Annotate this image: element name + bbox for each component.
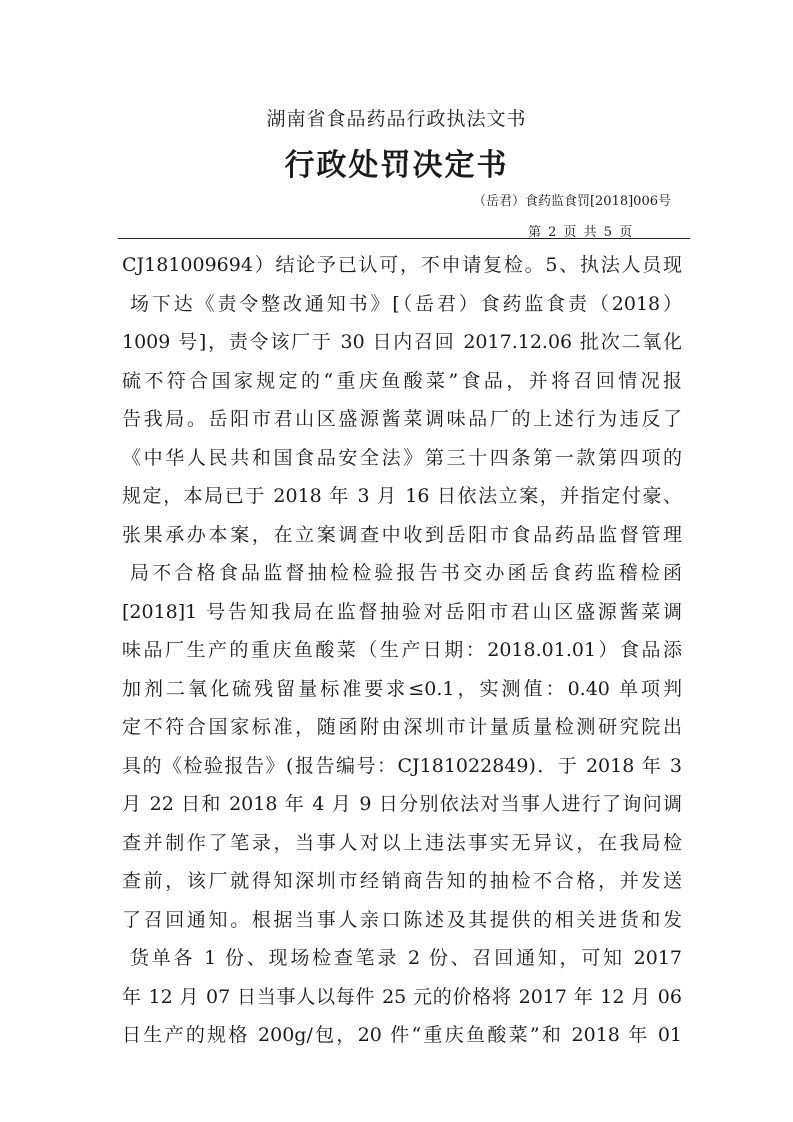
text-line: 了召回通知。根据当事人亲口陈述及其提供的相关进货和发: [122, 908, 682, 931]
text-line: 场下达《责令整改通知书》[（岳君）食药监食责（2018）: [130, 292, 682, 315]
text-line: [2018]1 号告知我局在监督抽验对岳阳市君山区盛源酱菜调: [122, 600, 682, 623]
text-line: 日生产的规格 200g/包，20 件“重庆鱼酸菜”和 2018 年 01: [122, 1024, 682, 1046]
page-indicator: 第 2 页 共 5 页: [528, 225, 633, 240]
text-line: 年 12 月 07 日当事人以每件 25 元的价格将 2017 年 12 月 06: [122, 985, 682, 1008]
text-line: 查前，该厂就得知深圳市经销商告知的抽检不合格，并发送: [122, 870, 682, 892]
text-line: 硫不符合国家规定的“重庆鱼酸菜”食品，并将召回情况报: [122, 369, 682, 392]
text-line: 月 22 日和 2018 年 4 月 9 日分别依法对当事人进行了询问调: [122, 793, 682, 815]
issuer-heading: 湖南省食品药品行政执法文书: [266, 108, 527, 130]
text-line: 味品厂生产的重庆鱼酸菜（生产日期：2018.01.01）食品添: [122, 639, 682, 661]
text-line: 张果承办本案，在立案调查中收到岳阳市食品药品监督管理: [122, 523, 682, 546]
body-text: [122, 246, 682, 1055]
document-number: （岳君）食药监食罚[2018]006号: [472, 194, 671, 209]
text-line: 加剂二氧化硫残留量标准要求≤0.1，实测值：0.40 单项判: [122, 677, 682, 700]
text-line: 《中华人民共和国食品安全法》第三十四条第一款第四项的: [122, 446, 682, 469]
text-line: CJ181009694）结论予已认可，不申请复检。5、执法人员现: [122, 254, 682, 276]
text-line: 局不合格食品监督抽检检验报告书交办函岳食药监稽检函: [130, 562, 682, 584]
page-title: 行政处罚决定书: [284, 148, 509, 183]
text-line: 货单各 1 份、现场检查笔录 2 份、召回通知，可知 2017: [130, 947, 682, 969]
header-divider: [118, 238, 690, 239]
text-line: 告我局。岳阳市君山区盛源酱菜调味品厂的上述行为违反了: [122, 408, 682, 430]
text-line: 1009 号]，责令该厂于 30 日内召回 2017.12.06 批次二氧化: [122, 331, 682, 353]
text-line: 规定，本局已于 2018 年 3 月 16 日依法立案，并指定付豪、: [122, 485, 682, 507]
text-line: 查并制作了笔录，当事人对以上违法事实无异议，在我局检: [122, 831, 682, 854]
text-line: 定不符合国家标准，随函附由深圳市计量质量检测研究院出: [122, 716, 682, 738]
text-line: 具的《检验报告》(报告编号：CJ181022849)．于 2018 年 3: [122, 754, 682, 777]
